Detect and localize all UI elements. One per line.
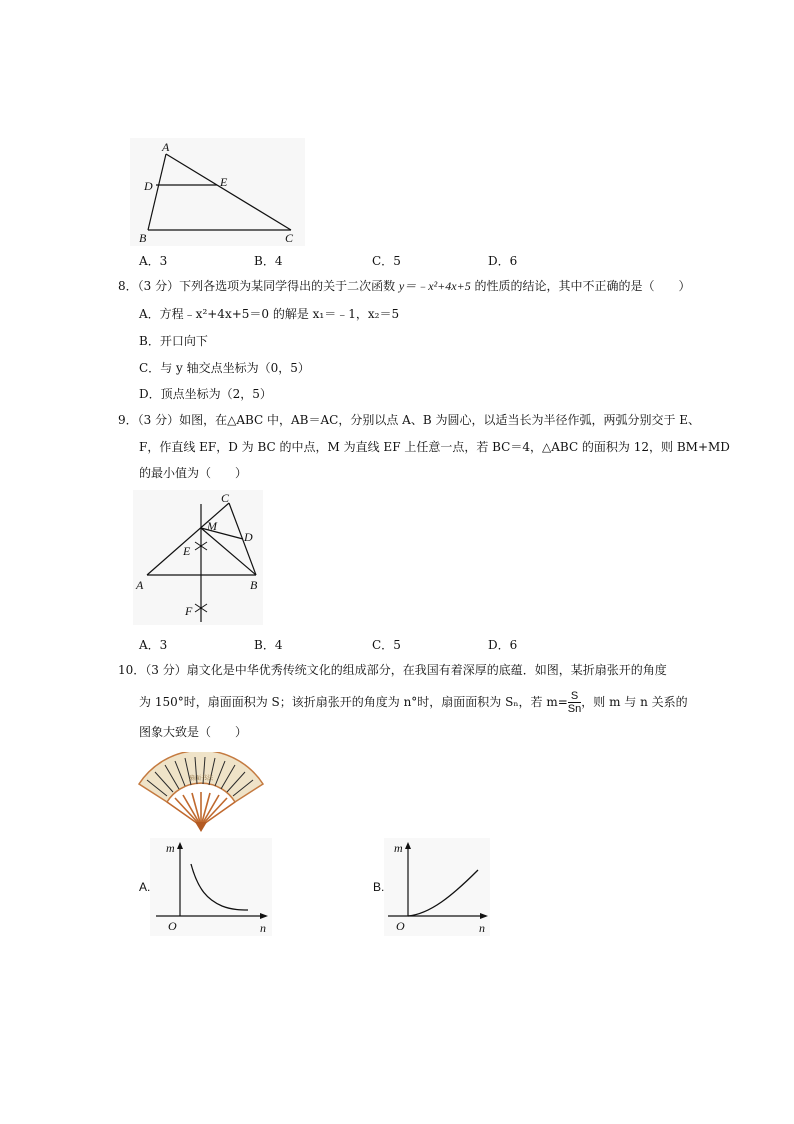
- q9-label-f: F: [185, 604, 193, 618]
- q8-option-a[interactable]: [139, 305, 399, 322]
- q10-graph-b-origin: O: [396, 919, 405, 933]
- q8-option-c[interactable]: [139, 359, 310, 376]
- q7-label-d: D: [144, 179, 153, 193]
- q7-option-b-letter: B．: [254, 254, 275, 268]
- q7-option-a-letter: A．: [139, 254, 160, 268]
- q10-stem-line-2: [139, 688, 688, 716]
- q9-option-b-value: 4: [274, 638, 283, 652]
- q9-label-m: M: [207, 519, 217, 533]
- fan-picture: [137, 752, 265, 832]
- q9-label-b: B: [250, 578, 258, 592]
- q10-graph-b[interactable]: [384, 838, 490, 936]
- q10-graph-b-y-label: m: [394, 841, 403, 855]
- q10-stem-line-2a: 为 150°时，扇面面积为 S；该折扇张开的角度为 n°时，扇面面积为 Sₙ，若 m=: [139, 695, 568, 709]
- q7-option-b[interactable]: [254, 252, 282, 269]
- q9-option-b-letter: B．: [254, 638, 275, 652]
- q7-option-d-value: 6: [509, 254, 518, 268]
- q10-option-a-label[interactable]: A.: [139, 880, 151, 894]
- q9-triangle-figure: [133, 490, 263, 625]
- q9-option-d-value: 6: [509, 638, 518, 652]
- q9-option-c-letter: C．: [372, 638, 394, 652]
- q9-stem-line-2: F，作直线 EF，D 为 BC 的中点，M 为直线 EF 上任意一点，若 BC＝4，△ABC 的面积为 12，则 BM+MD: [139, 440, 730, 454]
- q9-label-e: E: [183, 544, 191, 558]
- q7-option-d[interactable]: [488, 252, 517, 269]
- q10-graph-a[interactable]: [150, 838, 272, 936]
- q9-option-a-letter: A．: [139, 638, 160, 652]
- q9-option-b[interactable]: [254, 636, 282, 653]
- q9-label-a: A: [136, 578, 144, 592]
- q7-option-a[interactable]: [139, 252, 167, 269]
- q8-stem-func: y＝﹣x²+4x+5: [398, 279, 471, 293]
- q8-option-c-text: 与 y 轴交点坐标为（0，5）: [160, 361, 310, 375]
- q7-label-a: A: [162, 140, 170, 154]
- q7-option-c-value: 5: [393, 254, 401, 268]
- q8-option-d-letter: D．: [139, 387, 161, 401]
- q10-graph-a-origin: O: [168, 919, 177, 933]
- q7-option-d-letter: D．: [488, 254, 510, 268]
- q10-stem-line-3: 图象大致是（ ）: [139, 725, 248, 739]
- q9-option-c[interactable]: [372, 636, 401, 653]
- q10-option-b-label[interactable]: B.: [373, 880, 385, 894]
- q9-stem-line-3: 的最小值为（ ）: [139, 466, 248, 480]
- q8-option-a-letter: A．: [139, 307, 160, 321]
- q9-option-c-value: 5: [393, 638, 401, 652]
- q8-stem-prefix: 8．（3 分）下列各选项为某同学得出的关于二次函数: [118, 279, 396, 293]
- q9-stem-line-1: 9．（3 分）如图，在△ABC 中，AB＝AC，分别以点 A、B 为圆心，以适当长为半径作弧，两弧分别交于 E、: [118, 413, 701, 427]
- q8-option-b[interactable]: [139, 332, 208, 349]
- q9-label-d: D: [244, 530, 253, 544]
- q10-graph-a-x-label: n: [260, 921, 266, 935]
- q10-graph-b-x-label: n: [479, 921, 485, 935]
- q9-option-a[interactable]: [139, 636, 167, 653]
- q10-stem-line-1: 10．（3 分）扇文化是中华优秀传统文化的组成部分，在我国有着深厚的底蕴．如图，某折扇张开的角度: [118, 663, 667, 677]
- q8-option-c-letter: C．: [139, 361, 161, 375]
- q8-stem: [118, 278, 691, 294]
- q10-graph-a-y-label: m: [166, 841, 175, 855]
- q9-option-d[interactable]: [488, 636, 517, 653]
- q8-stem-suffix: 的性质的结论，其中不正确的是（ ）: [474, 279, 691, 293]
- q7-label-e: E: [220, 175, 228, 189]
- q8-option-d-text: 顶点坐标为（2，5）: [160, 387, 272, 401]
- q8-option-b-letter: B．: [139, 334, 160, 348]
- q8-option-b-text: 开口向下: [159, 334, 208, 348]
- q9-option-d-letter: D．: [488, 638, 510, 652]
- q7-option-c-letter: C．: [372, 254, 394, 268]
- q10-stem-line-2b: ，则 m 与 n 关系的: [581, 695, 688, 709]
- q10-fraction-denominator: Sn: [567, 703, 582, 715]
- q7-triangle-figure: [130, 138, 305, 246]
- q7-label-b: B: [139, 231, 147, 245]
- q10-fraction: [568, 690, 581, 715]
- q8-option-d[interactable]: [139, 385, 272, 402]
- q7-option-c[interactable]: [372, 252, 401, 269]
- q7-option-b-value: 4: [274, 254, 283, 268]
- q8-option-a-text: 方程﹣x²+4x+5＝0 的解是 x₁＝﹣1，x₂＝5: [159, 307, 400, 321]
- q7-label-c: C: [285, 231, 294, 245]
- q10-fraction-numerator: S: [570, 690, 579, 702]
- fan-caption: 扇面书法: [188, 775, 214, 782]
- q9-label-c: C: [221, 491, 230, 505]
- q7-option-a-value: 3: [159, 254, 168, 268]
- q9-option-a-value: 3: [159, 638, 168, 652]
